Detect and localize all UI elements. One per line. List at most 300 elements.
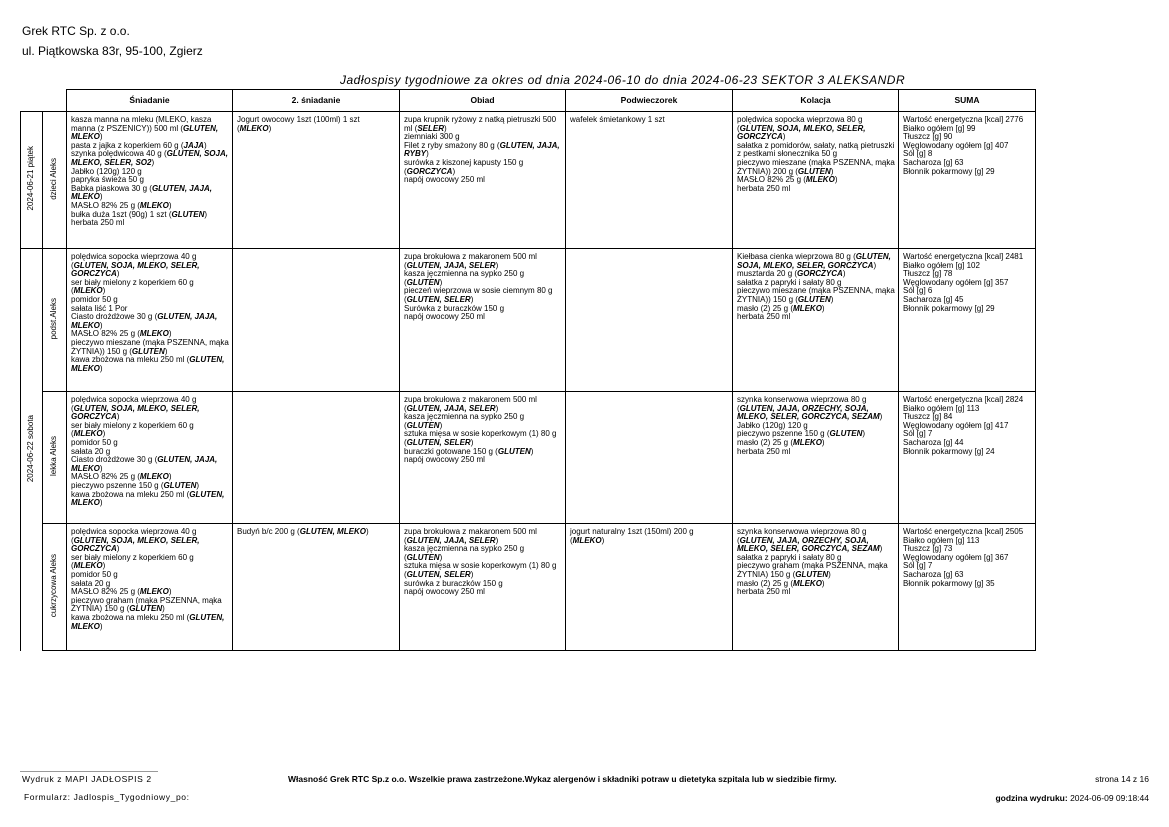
item-text: kasza manna na mleku (MLEKO, kasza manna (z PSZENICY)) 500 ml ( [71, 115, 212, 133]
menu-item [71, 339, 229, 356]
header-blank-group [43, 90, 67, 112]
item-text: sałatka z papryki i sałaty 80 g [737, 552, 842, 562]
print-time-label: godzina wydruku: [995, 793, 1068, 803]
allergen-text: GLUTEN, SELER [406, 294, 471, 304]
allergen-text: MLEKO [793, 578, 822, 588]
item-text: zupa brokułowa z makaronem 500 ml ( [404, 252, 537, 270]
item-text: ) [452, 166, 456, 176]
allergen-text: GORCZYCA [406, 166, 453, 176]
menu-item [737, 253, 895, 270]
header-row [21, 90, 1036, 112]
print-time-value: 2024-06-09 09:18:44 [1070, 793, 1149, 803]
allergen-text: MLEKO [793, 437, 822, 447]
item-text: ) [365, 527, 369, 536]
item-text: pieczywo mieszane (mąka PSZENNA, mąka ŻYTNIA)) 200 g ( [737, 157, 895, 176]
menu-item [404, 588, 562, 597]
menu-item [404, 176, 562, 185]
item-text: pieczywo pszenne 150 g ( [737, 429, 830, 439]
item-text: buraczki gotowane 150 g ( [404, 446, 498, 456]
item-text: ) [99, 463, 103, 473]
item-text: ser biały mielony z koperkiem 60 g ( [71, 277, 194, 296]
item-text: ) [99, 363, 103, 373]
document-title: Jadłospisy tygodniowe za okres od dnia 2024-06-10 do dnia 2024-06-23 SEKTOR 3 ALEKSANDR [340, 73, 906, 87]
item-text: napój owocowy 250 ml [404, 587, 485, 597]
item-text: ) [444, 123, 447, 133]
nutrition-line: Sacharoza [g] 63 [903, 157, 964, 167]
menu-item [237, 116, 396, 133]
item-text: pomidor 50 g [71, 569, 118, 579]
diet-group-label: dzieci Aleks [49, 157, 59, 200]
item-text: kawa zbożowa na mleku 250 ml ( [71, 489, 190, 499]
allergen-text: MLEKO [73, 429, 103, 439]
menu-item [404, 456, 562, 465]
item-text: ) [99, 192, 103, 202]
second-breakfast-cell [233, 249, 400, 392]
allergen-text: GLUTEN [406, 420, 440, 430]
item-text: ) [168, 587, 172, 597]
lunch-cell [400, 249, 566, 392]
item-text: ) [879, 544, 883, 554]
item-text: ) [821, 437, 825, 447]
nutrition-sum-cell [899, 112, 1036, 249]
nutrition-line: Sacharoza [g] 44 [903, 437, 964, 447]
item-text: pasta z jajka z koperkiem 60 g ( [71, 140, 184, 150]
item-text: sałatka z papryki i sałaty 80 g [737, 277, 842, 287]
item-text: masło (2) 25 g ( [737, 437, 794, 447]
nutrition-line: Sól [g] 7 [903, 561, 933, 571]
menu-item [404, 253, 562, 270]
item-text: ) [495, 535, 499, 545]
dinner-cell [733, 112, 899, 249]
lunch-cell [400, 524, 566, 651]
nutrition-line: Wartość energetyczna [kcal] 2824 [903, 395, 1024, 404]
nutrition-line: Węglowodany ogółem [g] 357 [903, 277, 1009, 287]
allergen-text: GLUTEN, SOJA, MLEKO, SELER, GORCZYCA [71, 403, 200, 422]
allergen-text: GLUTEN, SOJA, MLEKO, SELER, GORCZYCA [737, 123, 866, 142]
menu-item [404, 430, 562, 447]
item-text: napój owocowy 250 ml [404, 312, 485, 322]
nutrition-line: Sól [g] 6 [903, 286, 933, 296]
nutrition-line: Tłuszcz [g] 78 [903, 269, 953, 279]
item-text: ) [495, 260, 499, 270]
allergen-text: GLUTEN, MLEKO [71, 612, 225, 631]
item-text: Budyń b/c 200 g ( [237, 527, 300, 536]
menu-item [71, 279, 229, 296]
item-text: ) [116, 269, 120, 279]
diet-group-cell [43, 112, 67, 249]
allergen-text: GLUTEN, SOJA, MLEKO, SELER, GORCZYCA [737, 252, 891, 270]
item-text: ) [99, 320, 103, 330]
allergen-text: GLUTEN, JAJA, SELER [406, 260, 496, 270]
item-text: pomidor 50 g [71, 437, 118, 447]
item-text: ) [102, 561, 106, 571]
item-text: ) [439, 420, 443, 430]
item-text: zupa brokułowa z makaronem 500 ml ( [404, 395, 537, 413]
footer-form: Formularz: Jadlospis_Tygodniowy_po: [24, 792, 190, 802]
date-cell [21, 249, 43, 651]
nutrition-line: Błonnik pokarmowy [g] 24 [903, 446, 995, 456]
allergen-text: GLUTEN [171, 209, 205, 219]
menu-item [404, 270, 562, 287]
allergen-text: MLEKO [139, 200, 169, 210]
item-text: szynka konserwowa wieprzowa 80 g ( [737, 527, 867, 545]
item-text: sztuka mięsa w sosie koperkowym (1) 80 g ( [404, 561, 557, 579]
item-text: bułka duża 1szt (90g) 1 szt ( [71, 209, 172, 219]
allergen-text: GLUTEN [131, 346, 165, 356]
dinner-cell [733, 249, 899, 392]
allergen-text: GLUTEN, MLEKO [71, 355, 225, 373]
breakfast-cell [67, 249, 233, 392]
snack-cell [566, 249, 733, 392]
item-text: herbata 250 ml [737, 312, 791, 322]
nutrition-line: Tłuszcz [g] 73 [903, 544, 953, 554]
item-text: ) [834, 175, 838, 185]
item-text: ) [782, 132, 786, 142]
item-text: szynka konserwowa wieprzowa 80 g ( [737, 395, 867, 413]
item-text: ) [164, 346, 168, 356]
menu-item [71, 456, 229, 473]
menu-item [71, 116, 229, 142]
header-blank-date [21, 90, 43, 112]
menu-item [737, 159, 895, 176]
item-text: Babka piaskowa 30 g ( [71, 183, 152, 193]
menu-item [404, 287, 562, 304]
diet-group-cell [43, 249, 67, 392]
allergen-text: JAJA [183, 140, 204, 150]
allergen-text: GLUTEN [797, 166, 831, 176]
item-text: szynka polędwicowa 40 g ( [71, 149, 167, 159]
allergen-text: GORCZYCA [797, 269, 843, 279]
menu-item [737, 116, 895, 142]
item-text: pieczywo mieszane (mąka PSZENNA, mąka ŻYTNIA)) 150 g ( [737, 286, 895, 304]
menu-item [71, 614, 229, 631]
nutrition-line: Błonnik pokarmowy [g] 35 [903, 578, 995, 588]
item-text: sałata 20 g [71, 446, 111, 456]
item-text: Jogurt owocowy 1szt (100ml) 1 szt ( [237, 115, 360, 133]
nutrition-line: Białko ogółem [g] 113 [903, 403, 980, 413]
date-label: 2024-06-21 piątek [26, 146, 36, 211]
item-text: sałata liść 1 Por [71, 303, 128, 313]
item-text: pieczywo mieszane (mąka PSZENNA, mąka ŻYTNIA)) 150 g ( [71, 337, 229, 356]
diet-group-label: podst.Aleks [49, 298, 59, 340]
item-text: herbata 250 ml [737, 446, 791, 456]
date-label: 2024-06-22 sobota [26, 414, 36, 483]
item-text: herbata 250 ml [737, 587, 791, 597]
menu-item [570, 116, 729, 125]
menu-item [737, 448, 895, 457]
item-text: zupa krupnik ryżowy z natką pietruszki 500 ml ( [404, 115, 557, 133]
item-text: Jabłko (120g) 120 g [71, 166, 142, 176]
allergen-text: GLUTEN, SOJA, MLEKO, SELER, SO2 [71, 149, 228, 167]
item-text: ) [470, 437, 474, 447]
item-text: ) [99, 132, 103, 142]
item-text: ser biały mielony z koperkiem 60 g ( [71, 420, 194, 439]
item-text: pieczywo graham (mąka PSZENNA, mąka ŻYTNIA) 150 g ( [737, 561, 888, 579]
allergen-text: MLEKO [572, 535, 602, 545]
item-text: ) [168, 329, 172, 339]
nutrition-line: Tłuszcz [g] 90 [903, 132, 953, 142]
header-sum: SUMA [899, 90, 1036, 112]
nutrition-line: Błonnik pokarmowy [g] 29 [903, 303, 995, 313]
footer-ownership: Własność Grek RTC Sp.z o.o. Wszelkie prawa zastrzeżone.Wykaz alergenów i składniki potraw u dietetyka szpitala lub w siedzibie firmy. [288, 774, 837, 784]
item-text: ) [821, 578, 825, 588]
item-text: Ciasto drożdżowe 30 g ( [71, 312, 158, 322]
item-text: ) [862, 429, 866, 439]
allergen-text: GLUTEN, JAJA, SELER [406, 535, 496, 545]
nutrition-line: Białko ogółem [g] 102 [903, 260, 980, 270]
menu-item [737, 528, 895, 554]
menu-item [71, 422, 229, 439]
item-text: MASŁO 82% 25 g ( [71, 329, 140, 339]
menu-item [737, 185, 895, 194]
dinner-cell [733, 392, 899, 524]
header-breakfast: Śniadanie [67, 90, 233, 112]
nutrition-line: Białko ogółem [g] 113 [903, 535, 980, 545]
footer-printed-from: Wydruk z MAPI JADŁOSPIS 2 [22, 774, 152, 784]
allergen-text: GLUTEN, MLEKO [71, 123, 219, 142]
allergen-text: MLEKO [139, 472, 169, 482]
item-text: Surówka z buraczków 150 g [404, 303, 505, 313]
item-text: pieczywo pszenne 150 g ( [71, 480, 164, 490]
menu-item [71, 554, 229, 571]
item-text: surówka z buraczków 150 g [404, 578, 503, 588]
item-text: Jabłko (120g) 120 g [737, 420, 808, 430]
menu-item [71, 313, 229, 330]
footer-divider [20, 771, 158, 772]
header-lunch: Obiad [400, 90, 566, 112]
item-text: ) [530, 446, 534, 456]
item-text: ) [470, 294, 474, 304]
menu-item [71, 219, 229, 228]
item-text: ) [439, 552, 443, 562]
item-text: ziemniaki 300 g [404, 132, 460, 142]
nutrition-line: Błonnik pokarmowy [g] 29 [903, 166, 995, 176]
nutrition-line: Wartość energetyczna [kcal] 2481 [903, 252, 1024, 261]
snack-cell [566, 524, 733, 651]
item-text: MASŁO 82% 25 g ( [737, 175, 806, 185]
allergen-text: MLEKO [239, 123, 269, 133]
table-row [21, 112, 1036, 249]
item-text: kawa zbożowa na mleku 250 ml ( [71, 355, 190, 365]
item-text: ) [268, 123, 272, 133]
item-text: Filet z ryby smażony 80 g ( [404, 140, 500, 150]
item-text: kawa zbożowa na mleku 250 ml ( [71, 612, 190, 622]
allergen-text: GLUTEN, JAJA, RYBY [404, 140, 560, 159]
menu-item [404, 116, 562, 133]
item-text: musztarda 20 g ( [737, 269, 798, 279]
item-text: ) [168, 472, 172, 482]
item-text: napój owocowy 250 ml [404, 455, 485, 465]
item-text: sałata 20 g [71, 578, 111, 588]
item-text: herbata 250 ml [71, 218, 125, 228]
nutrition-sum-cell [899, 392, 1036, 524]
nutrition-line: Sacharoza [g] 63 [903, 569, 964, 579]
nutrition-line: Sól [g] 7 [903, 429, 933, 439]
nutrition-line: Wartość energetyczna [kcal] 2505 [903, 527, 1024, 536]
menu-item [737, 396, 895, 422]
allergen-text: GLUTEN [163, 480, 197, 490]
allergen-text: MLEKO [793, 303, 822, 313]
nutrition-line: Tłuszcz [g] 84 [903, 412, 953, 422]
nutrition-line: Białko ogółem [g] 99 [903, 123, 976, 133]
nutrition-sum-cell [899, 249, 1036, 392]
menu-item [737, 142, 895, 159]
menu-item [404, 396, 562, 413]
item-text: kasza jęczmienna na sypko 250 g ( [404, 412, 525, 430]
weekly-menu-table [20, 89, 1036, 651]
menu-item [570, 528, 729, 545]
lunch-cell [400, 392, 566, 524]
nutrition-line: Wartość energetyczna [kcal] 2776 [903, 115, 1024, 124]
item-text: zupa brokułowa z makaronem 500 ml ( [404, 527, 537, 545]
nutrition-sum-cell [899, 524, 1036, 651]
diet-group-cell [43, 524, 67, 651]
footer-print-time [995, 793, 1149, 803]
allergen-text: GLUTEN [829, 429, 863, 439]
item-text: herbata 250 ml [737, 183, 791, 193]
breakfast-cell [67, 112, 233, 249]
allergen-text: GLUTEN [406, 552, 440, 562]
lunch-cell [400, 112, 566, 249]
table-row [21, 249, 1036, 392]
item-text: pieczeń wieprzowa w sosie ciemnym 80 g ( [404, 286, 553, 304]
menu-item [237, 528, 396, 537]
allergen-text: GLUTEN, JAJA, MLEKO [71, 455, 218, 473]
company-name: Grek RTC Sp. z o.o. [22, 24, 130, 38]
header-second-breakfast: 2. śniadanie [233, 90, 400, 112]
menu-item [71, 150, 229, 167]
allergen-text: GLUTEN [406, 277, 440, 287]
item-text: papryka świeża 50 g [71, 175, 144, 185]
menu-item [404, 413, 562, 430]
menu-item [404, 562, 562, 579]
nutrition-line: Węglowodany ogółem [g] 417 [903, 420, 1009, 430]
menu-item [71, 597, 229, 614]
breakfast-cell [67, 392, 233, 524]
item-text: ) [830, 294, 834, 304]
allergen-text: GLUTEN, JAJA, MLEKO [71, 312, 218, 330]
allergen-text: SELER [417, 123, 444, 133]
item-text: ser biały mielony z koperkiem 60 g ( [71, 552, 194, 571]
allergen-text: MLEKO [139, 587, 169, 597]
item-text: Kiełbasa cienka wieprzowa 80 g ( [737, 252, 856, 261]
item-text: pieczywo graham (mąka PSZENNA, mąka ŻYTNIA) 150 g ( [71, 595, 222, 614]
allergen-text: GLUTEN [795, 569, 829, 579]
menu-item [737, 562, 895, 579]
company-address: ul. Piątkowska 83r, 95-100, Zgierz [22, 44, 203, 58]
diet-group-label: lekka Aleks [49, 436, 59, 477]
allergen-text: GLUTEN [797, 294, 831, 304]
allergen-text: GLUTEN, MLEKO [299, 527, 366, 536]
menu-item [737, 588, 895, 597]
menu-item [71, 253, 229, 279]
table-row [21, 392, 1036, 524]
menu-item [404, 313, 562, 322]
snack-cell [566, 112, 733, 249]
item-text: wafelek śmietankowy 1 szt [570, 115, 665, 124]
allergen-text: MLEKO [805, 175, 835, 185]
nutrition-line: Węglowodany ogółem [g] 407 [903, 140, 1009, 150]
header-snack: Podwieczorek [566, 90, 733, 112]
allergen-text: MLEKO [139, 329, 169, 339]
menu-item [71, 356, 229, 373]
second-breakfast-cell [233, 392, 400, 524]
item-text: sztuka mięsa w sosie koperkowym (1) 80 g ( [404, 429, 557, 447]
nutrition-line: Sól [g] 8 [903, 149, 933, 159]
menu-item [404, 159, 562, 176]
item-text: masło (2) 25 g ( [737, 578, 794, 588]
item-text: ) [203, 140, 207, 150]
menu-item [71, 491, 229, 508]
item-text: ) [168, 200, 172, 210]
item-text: ) [842, 269, 846, 279]
second-breakfast-cell [233, 524, 400, 651]
item-text: ) [99, 621, 103, 631]
item-text: ) [830, 166, 834, 176]
item-text: ) [151, 157, 155, 167]
nutrition-line: Węglowodany ogółem [g] 367 [903, 552, 1009, 562]
allergen-text: GLUTEN [497, 446, 531, 456]
footer-page-number: strona 14 z 16 [1095, 774, 1149, 784]
item-text: polędwica sopocka wieprzowa 40 g ( [71, 527, 197, 545]
allergen-text: GLUTEN [129, 604, 163, 614]
allergen-text: GLUTEN, SELER [406, 569, 471, 579]
allergen-text: GLUTEN, SOJA, MLEKO, SELER, GORCZYCA [71, 535, 200, 554]
date-cell [21, 112, 43, 249]
second-breakfast-cell [233, 112, 400, 249]
allergen-text: GLUTEN, SELER [406, 437, 471, 447]
item-text: ) [470, 569, 474, 579]
allergen-text: GLUTEN, SOJA, MLEKO, SELER, GORCZYCA [71, 260, 200, 279]
item-text: polędwica sopocka wieprzowa 40 g ( [71, 252, 197, 270]
item-text: kasza jęczmienna na sypko 250 g ( [404, 269, 525, 287]
item-text: ) [162, 604, 165, 614]
header-dinner: Kolacja [733, 90, 899, 112]
item-text: surówka z kiszonej kapusty 150 g ( [404, 157, 524, 176]
item-text: masło (2) 25 g ( [737, 303, 794, 313]
item-text: ) [828, 569, 831, 579]
menu-item [71, 528, 229, 554]
allergen-text: MLEKO [73, 561, 103, 571]
menu-item [404, 142, 562, 159]
menu-item [71, 396, 229, 422]
allergen-text: GLUTEN, JAJA, SELER [406, 403, 496, 413]
item-text: napój owocowy 250 ml [404, 175, 485, 185]
item-text: sałatka z pomidorów, sałaty, natką pietruszki z pestkami słonecznika 50 g [737, 140, 895, 159]
item-text: Ciasto drożdżowe 30 g ( [71, 455, 158, 465]
item-text: ) [879, 412, 883, 422]
snack-cell [566, 392, 733, 524]
table-row [21, 524, 1036, 651]
menu-item [71, 185, 229, 202]
item-text: ) [204, 209, 208, 219]
item-text: polędwica sopocka wieprzowa 80 g ( [737, 115, 863, 133]
allergen-text: GLUTEN, JAJA, MLEKO [71, 183, 212, 202]
nutrition-line: Sacharoza [g] 45 [903, 294, 964, 304]
item-text: ) [116, 544, 120, 554]
item-text: jogurt naturalny 1szt (150ml) 200 g ( [570, 527, 694, 545]
item-text: ) [821, 303, 825, 313]
item-text: MASŁO 82% 25 g ( [71, 200, 140, 210]
item-text: kasza jęczmienna na sypko 250 g ( [404, 544, 525, 562]
menu-item [737, 287, 895, 304]
item-text: ) [116, 412, 120, 422]
item-text: ) [102, 429, 106, 439]
allergen-text: GLUTEN, MLEKO [71, 489, 225, 508]
item-text: ) [99, 498, 103, 508]
item-text: ) [196, 480, 200, 490]
item-text: ) [102, 286, 106, 296]
